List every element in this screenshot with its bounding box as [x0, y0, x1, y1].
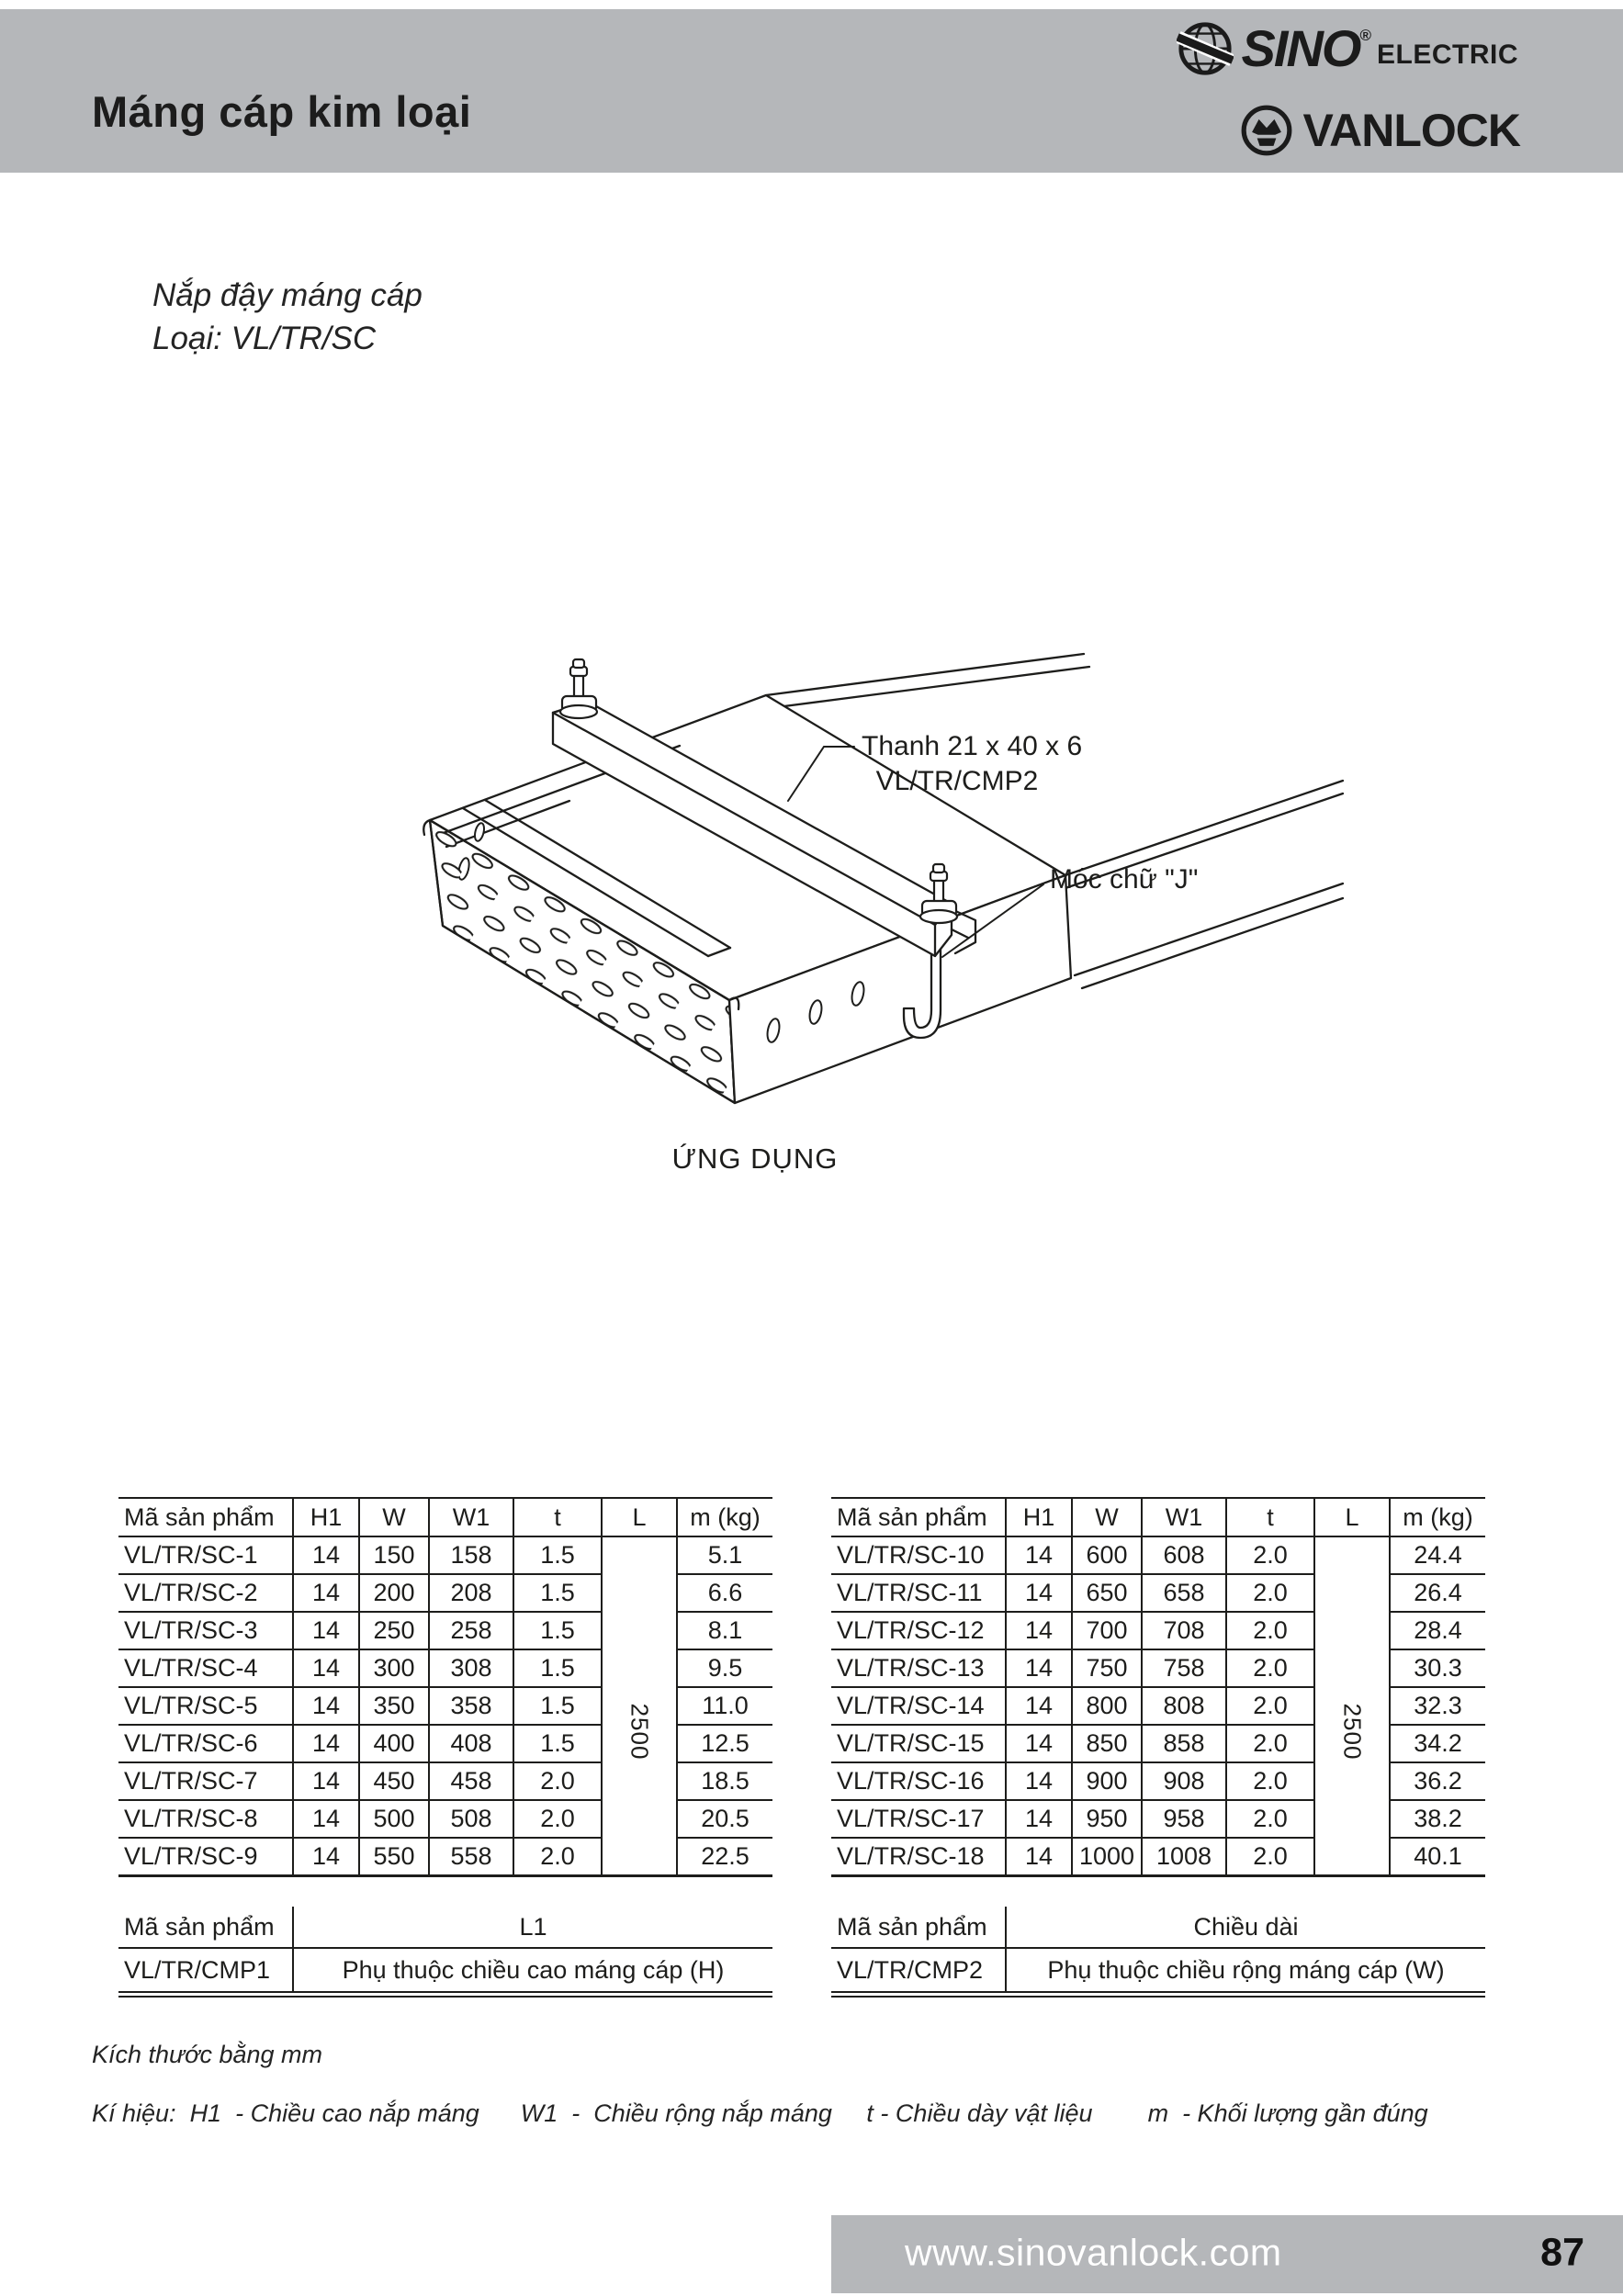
electric-wordmark: ELECTRIC [1377, 39, 1518, 70]
table-cell: 14 [1006, 1838, 1072, 1876]
sino-electric-logo [1177, 20, 1518, 77]
spec-header-row [118, 1498, 772, 1536]
table-cell: 2.0 [513, 1800, 602, 1838]
table-cell: 2.0 [513, 1762, 602, 1800]
label-hook: Móc chữ "J" [1050, 864, 1199, 895]
vanlock-wordmark: VANLOCK [1302, 105, 1520, 156]
table-cell: 2.0 [1226, 1725, 1314, 1762]
table-cell: 858 [1142, 1725, 1226, 1762]
table-cell: VL/TR/SC-6 [118, 1725, 293, 1762]
length-value: 2500 [1338, 1703, 1367, 1761]
table-cell: 908 [1142, 1762, 1226, 1800]
spec-table-left [118, 1497, 772, 1877]
table-cell: 758 [1142, 1649, 1226, 1687]
accessory-row [831, 1948, 1485, 1992]
col-header-m: m (kg) [1390, 1498, 1485, 1536]
table-cell: 400 [359, 1725, 429, 1762]
table-cell: 200 [359, 1574, 429, 1612]
col-header-l: L [1314, 1498, 1390, 1536]
accessory-code: VL/TR/CMP1 [118, 1948, 293, 1992]
accessory-table-right [831, 1907, 1485, 1993]
table-cell: 450 [359, 1762, 429, 1800]
drawing-caption: ỨNG DỤNG [671, 1142, 839, 1175]
table-cell: 6.6 [677, 1574, 772, 1612]
table-cell: VL/TR/SC-2 [118, 1574, 293, 1612]
table-cell: 658 [1142, 1574, 1226, 1612]
table-cell: VL/TR/SC-5 [118, 1687, 293, 1725]
col-header-t: t [513, 1498, 602, 1536]
table-cell: 18.5 [677, 1762, 772, 1800]
table-cell: 14 [1006, 1800, 1072, 1838]
col-header-w: W [1072, 1498, 1142, 1536]
table-cell: 350 [359, 1687, 429, 1725]
footer-bar [831, 2215, 1623, 2293]
table-cell: 14 [1006, 1687, 1072, 1725]
table-cell: 14 [293, 1800, 359, 1838]
cell-length [1314, 1536, 1390, 1876]
table-cell: 14 [293, 1649, 359, 1687]
table-cell: 38.2 [1390, 1800, 1485, 1838]
accessory-value: Phụ thuộc chiều cao máng cáp (H) [293, 1948, 772, 1992]
accessory-table-left-wrap [118, 1907, 772, 1998]
table-cell: 30.3 [1390, 1649, 1485, 1687]
table-cell: VL/TR/SC-7 [118, 1762, 293, 1800]
application-drawing [367, 634, 1387, 1203]
table-cell: 2.0 [1226, 1687, 1314, 1725]
col-header-length: Chiều dài [1006, 1907, 1485, 1948]
table-cell: 308 [429, 1649, 513, 1687]
table-cell: VL/TR/SC-15 [831, 1725, 1006, 1762]
table-cell: 20.5 [677, 1800, 772, 1838]
table-cell: 14 [293, 1612, 359, 1649]
table-cell: 408 [429, 1725, 513, 1762]
table-cell: VL/TR/SC-18 [831, 1838, 1006, 1876]
spec-row [831, 1536, 1485, 1574]
table-cell: 14 [293, 1838, 359, 1876]
spec-row [118, 1536, 772, 1574]
table-cell: 358 [429, 1687, 513, 1725]
table-cell: 508 [429, 1800, 513, 1838]
table-cell: VL/TR/SC-1 [118, 1536, 293, 1574]
col-header-w1: W1 [1142, 1498, 1226, 1536]
subtitle-line1: Nắp đậy máng cáp [152, 277, 423, 313]
table-cell: 550 [359, 1838, 429, 1876]
table-cell: 1.5 [513, 1536, 602, 1574]
col-header-code: Mã sản phẩm [831, 1907, 1006, 1948]
accessory-table-left [118, 1907, 772, 1993]
table-cell: VL/TR/SC-14 [831, 1687, 1006, 1725]
table-cell: 458 [429, 1762, 513, 1800]
col-header-h1: H1 [1006, 1498, 1072, 1536]
table-cell: VL/TR/SC-13 [831, 1649, 1006, 1687]
table-cell: 158 [429, 1536, 513, 1574]
vanlock-logo [1239, 103, 1520, 158]
table-cell: 700 [1072, 1612, 1142, 1649]
accessory-value: Phụ thuộc chiều rộng máng cáp (W) [1006, 1948, 1485, 1992]
table-cell: 600 [1072, 1536, 1142, 1574]
accessory-code: VL/TR/CMP2 [831, 1948, 1006, 1992]
table-cell: 800 [1072, 1687, 1142, 1725]
table-cell: 2.0 [1226, 1574, 1314, 1612]
table-cell: VL/TR/SC-3 [118, 1612, 293, 1649]
table-cell: 14 [1006, 1574, 1072, 1612]
legend-note: Kí hiệu: H1 - Chiều cao nắp máng W1 - Chiều rộng nắp máng t - Chiều dày vật liệu m - Khối lượng gần đúng [92, 2099, 1428, 2127]
col-header-w: W [359, 1498, 429, 1536]
length-value: 2500 [626, 1703, 654, 1761]
table-cell: 36.2 [1390, 1762, 1485, 1800]
table-cell: 900 [1072, 1762, 1142, 1800]
table-cell: 650 [1072, 1574, 1142, 1612]
table-cell: 250 [359, 1612, 429, 1649]
table-cell: 9.5 [677, 1649, 772, 1687]
table-cell: 808 [1142, 1687, 1226, 1725]
table-cell: 2.0 [1226, 1612, 1314, 1649]
table-cell: 958 [1142, 1800, 1226, 1838]
table-cell: 208 [429, 1574, 513, 1612]
table-cell: VL/TR/SC-10 [831, 1536, 1006, 1574]
table-cell: 2.0 [1226, 1762, 1314, 1800]
table-cell: 2.0 [1226, 1800, 1314, 1838]
table-cell: 14 [293, 1725, 359, 1762]
table-cell: 14 [293, 1687, 359, 1725]
table-cell: VL/TR/SC-16 [831, 1762, 1006, 1800]
table-cell: 8.1 [677, 1612, 772, 1649]
table-cell: 150 [359, 1536, 429, 1574]
table-cell: 1008 [1142, 1838, 1226, 1876]
table-cell: 14 [1006, 1612, 1072, 1649]
table-cell: VL/TR/SC-17 [831, 1800, 1006, 1838]
col-header-l: L [602, 1498, 677, 1536]
table-cell: 11.0 [677, 1687, 772, 1725]
table-cell: 14 [1006, 1762, 1072, 1800]
spec-table-right [831, 1497, 1485, 1877]
table-cell: 34.2 [1390, 1725, 1485, 1762]
sino-wordmark: SINO® [1241, 19, 1369, 77]
table-cell: VL/TR/SC-9 [118, 1838, 293, 1876]
col-header-code: Mã sản phẩm [118, 1498, 293, 1536]
table-cell: 708 [1142, 1612, 1226, 1649]
table-cell: 14 [1006, 1725, 1072, 1762]
accessory-row [118, 1948, 772, 1992]
table-cell: 850 [1072, 1725, 1142, 1762]
table-cell: 14 [293, 1536, 359, 1574]
table-cell: 12.5 [677, 1725, 772, 1762]
table-cell: 28.4 [1390, 1612, 1485, 1649]
table-cell: 1.5 [513, 1725, 602, 1762]
table-cell: 26.4 [1390, 1574, 1485, 1612]
col-header-m: m (kg) [677, 1498, 772, 1536]
col-header-t: t [1226, 1498, 1314, 1536]
table-cell: 608 [1142, 1536, 1226, 1574]
accessory-header-row [831, 1907, 1485, 1948]
col-header-h1: H1 [293, 1498, 359, 1536]
label-bar-line2: VL/TR/CMP2 [875, 766, 1039, 796]
table-cell: 300 [359, 1649, 429, 1687]
table-cell: 950 [1072, 1800, 1142, 1838]
table-cell: 14 [1006, 1649, 1072, 1687]
table-cell: 1.5 [513, 1574, 602, 1612]
table-cell: 5.1 [677, 1536, 772, 1574]
table-cell: 1000 [1072, 1838, 1142, 1876]
col-header-l1: L1 [293, 1907, 772, 1948]
table-cell: 558 [429, 1838, 513, 1876]
dimension-note: Kích thước bằng mm [92, 2041, 323, 2068]
table-cell: 750 [1072, 1649, 1142, 1687]
website-text: www.sinovanlock.com [905, 2231, 1282, 2274]
col-header-w1: W1 [429, 1498, 513, 1536]
table-cell: 1.5 [513, 1687, 602, 1725]
bolt-left [560, 659, 597, 718]
product-subtitle [152, 274, 423, 360]
vanlock-crown-icon [1239, 103, 1294, 158]
table-cell: VL/TR/SC-11 [831, 1574, 1006, 1612]
globe-icon [1177, 20, 1234, 77]
table-cell: 14 [293, 1574, 359, 1612]
table-cell: 500 [359, 1800, 429, 1838]
table-cell: 40.1 [1390, 1838, 1485, 1876]
table-cell: 2.0 [1226, 1838, 1314, 1876]
table-cell: 14 [1006, 1536, 1072, 1574]
table-cell: VL/TR/SC-12 [831, 1612, 1006, 1649]
col-header-code: Mã sản phẩm [118, 1907, 293, 1948]
table-cell: 1.5 [513, 1649, 602, 1687]
page-title: Máng cáp kim loại [92, 87, 472, 136]
label-bar-line1: Thanh 21 x 40 x 6 [862, 731, 1083, 761]
table-cell: 1.5 [513, 1612, 602, 1649]
table-cell: 258 [429, 1612, 513, 1649]
spec-header-row [831, 1498, 1485, 1536]
registered-mark-icon: ® [1359, 27, 1369, 44]
table-cell: 22.5 [677, 1838, 772, 1876]
table-cell: 32.3 [1390, 1687, 1485, 1725]
table-cell: 2.0 [1226, 1649, 1314, 1687]
accessory-header-row [118, 1907, 772, 1948]
table-cell: VL/TR/SC-8 [118, 1800, 293, 1838]
table-cell: VL/TR/SC-4 [118, 1649, 293, 1687]
table-cell: 2.0 [1226, 1536, 1314, 1574]
col-header-code: Mã sản phẩm [831, 1498, 1006, 1536]
table-cell: 24.4 [1390, 1536, 1485, 1574]
cell-length [602, 1536, 677, 1876]
subtitle-line2: Loại: VL/TR/SC [152, 321, 377, 356]
page-number: 87 [1540, 2230, 1584, 2275]
table-cell: 2.0 [513, 1838, 602, 1876]
accessory-table-right-wrap [831, 1907, 1485, 1998]
table-cell: 14 [293, 1762, 359, 1800]
